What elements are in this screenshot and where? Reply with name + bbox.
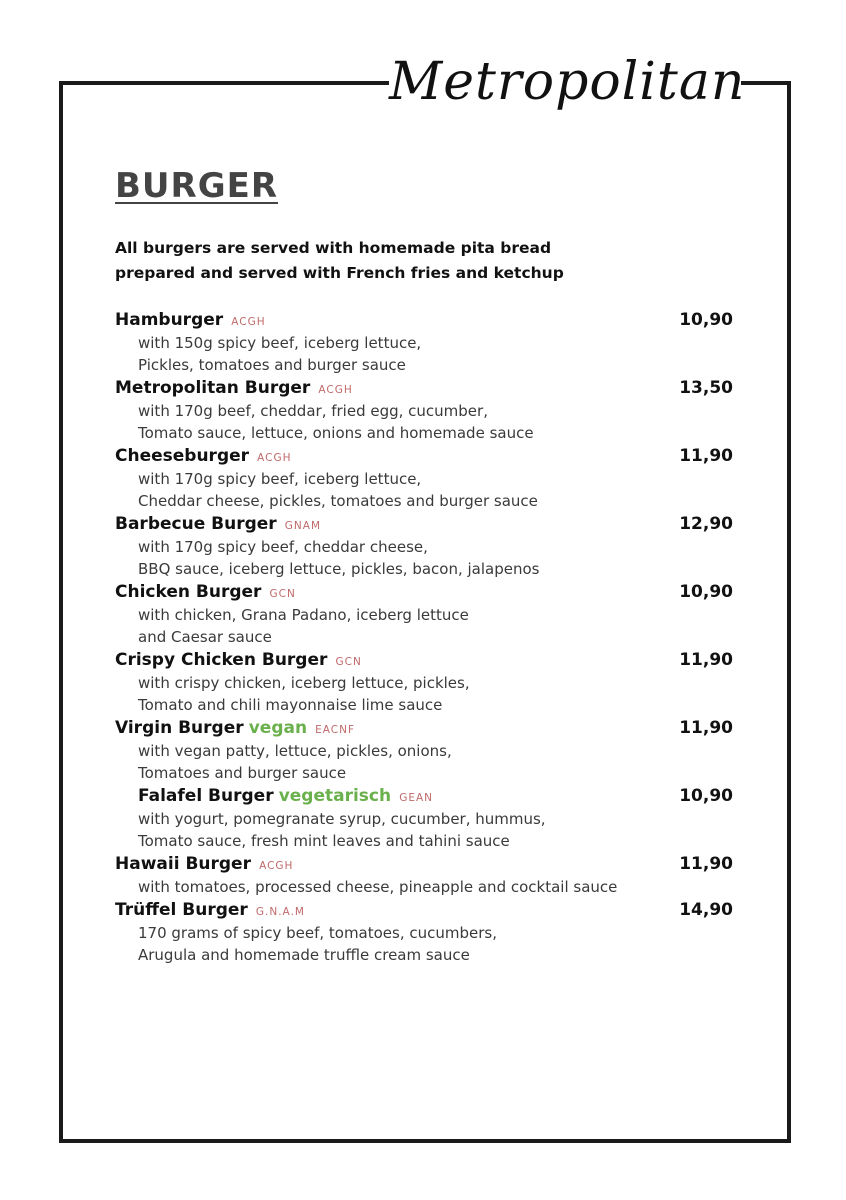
intro-line: prepared and served with French fries and ketchup bbox=[115, 264, 564, 282]
brand-logo: Metropolitan bbox=[389, 36, 741, 128]
item-name: Barbecue Burger bbox=[115, 514, 277, 534]
item-allergens: ACGH bbox=[318, 384, 353, 396]
menu-item-header bbox=[115, 898, 735, 922]
item-name: Trüffel Burger bbox=[115, 900, 248, 920]
item-description-line: Tomato sauce, fresh mint leaves and tahini sauce bbox=[138, 832, 510, 850]
menu-item bbox=[115, 376, 735, 444]
menu-item-header bbox=[115, 648, 735, 672]
item-description-line: with vegan patty, lettuce, pickles, onions, bbox=[138, 742, 452, 760]
menu-item-header bbox=[115, 784, 735, 808]
menu-item bbox=[115, 444, 735, 512]
menu-item bbox=[115, 852, 735, 898]
item-allergens: G.N.A.M bbox=[255, 906, 305, 918]
item-description-line: with 170g beef, cheddar, fried egg, cucumber, bbox=[138, 402, 488, 420]
menu-item-header bbox=[115, 852, 735, 876]
item-description-line: BBQ sauce, iceberg lettuce, pickles, bacon, jalapenos bbox=[138, 560, 540, 578]
item-price: 11,90 bbox=[679, 854, 733, 874]
item-description-line: Tomato and chili mayonnaise lime sauce bbox=[138, 696, 443, 714]
item-description-line: with chicken, Grana Padano, iceberg lettuce bbox=[138, 606, 469, 624]
item-allergens: GCN bbox=[335, 656, 362, 668]
item-allergens: EACNF bbox=[315, 724, 356, 736]
intro-line: All burgers are served with homemade pita bread bbox=[115, 239, 552, 257]
menu-item-header bbox=[115, 716, 735, 740]
item-allergens: ACGH bbox=[231, 316, 266, 328]
menu-item bbox=[115, 716, 735, 784]
item-allergens: GNAM bbox=[284, 520, 321, 532]
item-price: 10,90 bbox=[679, 786, 733, 806]
item-name: Falafel Burger bbox=[138, 786, 274, 806]
intro-text bbox=[115, 236, 735, 286]
item-allergens: GCN bbox=[269, 588, 296, 600]
item-name: Chicken Burger bbox=[115, 582, 262, 602]
item-description-line: 170 grams of spicy beef, tomatoes, cucumbers, bbox=[138, 924, 498, 942]
item-description-line: with 170g spicy beef, iceberg lettuce, bbox=[138, 470, 422, 488]
item-price: 11,90 bbox=[679, 650, 733, 670]
menu-item-header bbox=[115, 308, 735, 332]
item-price: 10,90 bbox=[679, 582, 733, 602]
item-price: 13,50 bbox=[679, 378, 733, 398]
item-price: 11,90 bbox=[679, 718, 733, 738]
item-name: Virgin Burger bbox=[115, 718, 244, 738]
item-price: 11,90 bbox=[679, 446, 733, 466]
menu-item-header bbox=[115, 580, 735, 604]
item-allergens: GEAN bbox=[399, 792, 434, 804]
item-name: Hawaii Burger bbox=[115, 854, 251, 874]
item-description-line: Tomatoes and burger sauce bbox=[138, 764, 347, 782]
item-description-line: Tomato sauce, lettuce, onions and homemade sauce bbox=[138, 424, 534, 442]
menu-item-header bbox=[115, 512, 735, 536]
menu-item-header bbox=[115, 376, 735, 400]
item-description-line: and Caesar sauce bbox=[138, 628, 272, 646]
item-name: Crispy Chicken Burger bbox=[115, 650, 328, 670]
item-description-line: Arugula and homemade truffle cream sauce bbox=[138, 946, 470, 964]
item-price: 10,90 bbox=[679, 310, 733, 330]
menu-item-header bbox=[115, 444, 735, 468]
item-allergens: ACGH bbox=[257, 452, 292, 464]
item-price: 12,90 bbox=[679, 514, 733, 534]
menu-item bbox=[115, 648, 735, 716]
menu-item bbox=[115, 308, 735, 376]
item-allergens: ACGH bbox=[259, 860, 294, 872]
menu-item bbox=[115, 580, 735, 648]
item-name: Metropolitan Burger bbox=[115, 378, 311, 398]
item-description-line: with 150g spicy beef, iceberg lettuce, bbox=[138, 334, 422, 352]
item-description-line: with crispy chicken, iceberg lettuce, pickles, bbox=[138, 674, 470, 692]
item-description-line: with tomatoes, processed cheese, pineapple and cocktail sauce bbox=[138, 878, 618, 896]
menu-item bbox=[115, 898, 735, 966]
section-title: BURGER bbox=[115, 166, 279, 206]
menu-item bbox=[115, 512, 735, 580]
item-price: 14,90 bbox=[679, 900, 733, 920]
item-diet-tag: vegan bbox=[248, 718, 308, 738]
menu-items bbox=[115, 308, 735, 966]
menu-item bbox=[115, 784, 735, 852]
item-name: Hamburger bbox=[115, 310, 224, 330]
item-description-line: Pickles, tomatoes and burger sauce bbox=[138, 356, 406, 374]
item-name: Cheeseburger bbox=[115, 446, 250, 466]
item-description-line: Cheddar cheese, pickles, tomatoes and burger sauce bbox=[138, 492, 538, 510]
item-diet-tag: vegetarisch bbox=[278, 786, 392, 806]
item-description-line: with 170g spicy beef, cheddar cheese, bbox=[138, 538, 428, 556]
item-description-line: with yogurt, pomegranate syrup, cucumber, hummus, bbox=[138, 810, 546, 828]
